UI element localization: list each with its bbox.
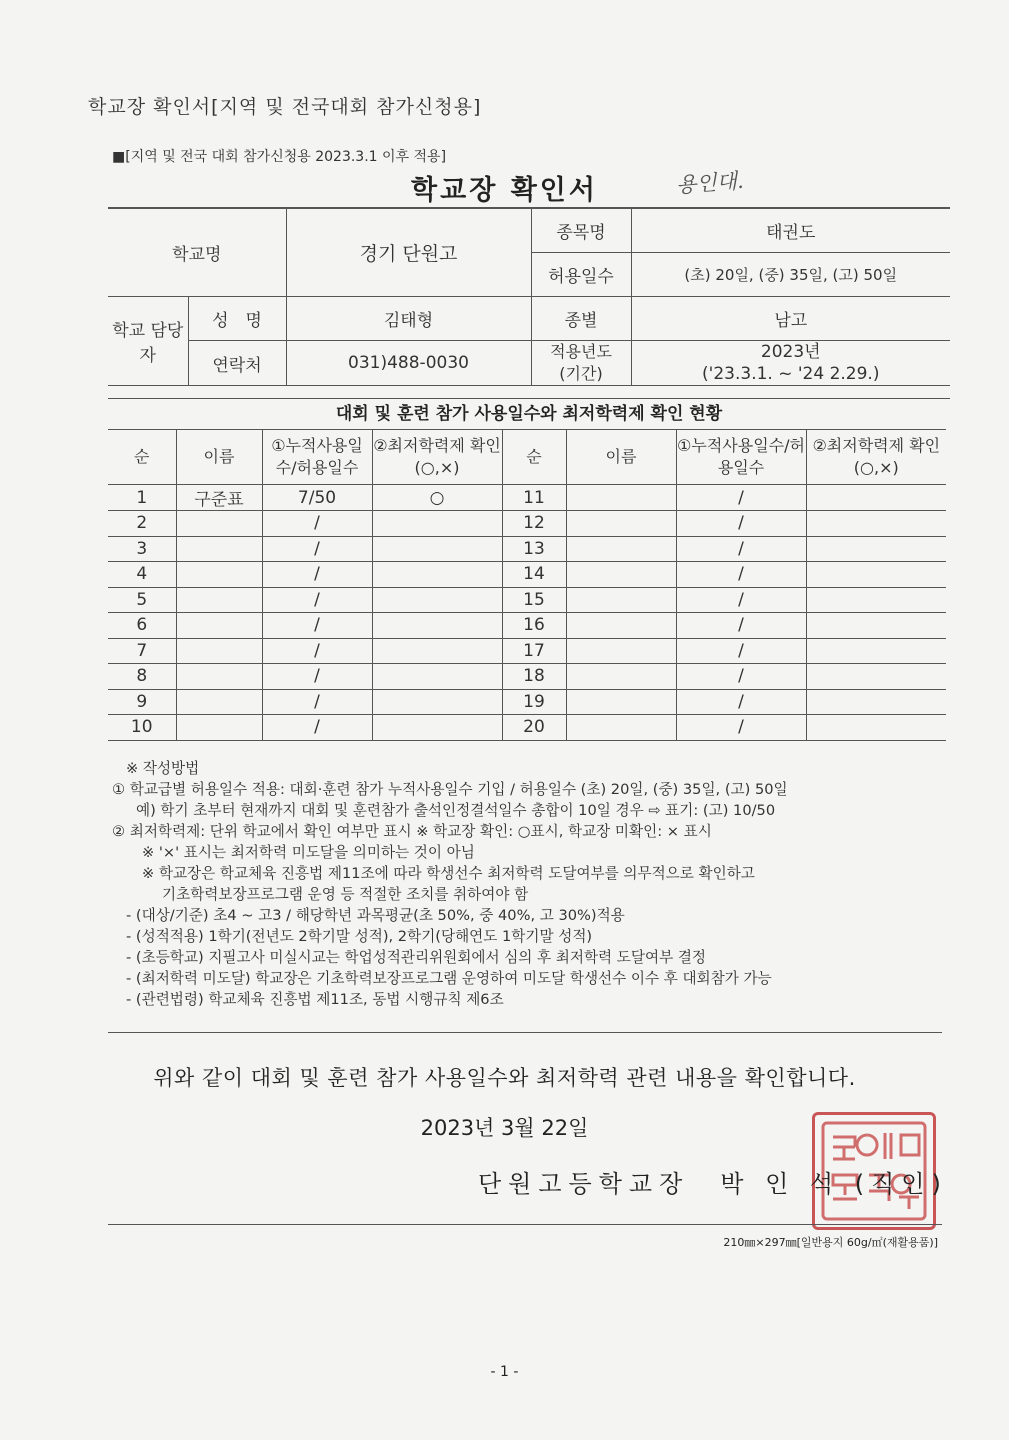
bottom-rule: [108, 1224, 942, 1225]
main-title: 학교장 확인서: [411, 175, 598, 206]
col-header-name: 이름: [176, 430, 262, 485]
usage-table: [108, 429, 946, 741]
col-header-days-right: ①누적사용일수/허용일수: [676, 430, 806, 485]
instruction-line: ① 학교급별 허용일수 적용: 대회·훈련 참가 누적사용일수 기입 / 허용일수 (초) 20일, (중) 35일, (고) 50일: [112, 781, 788, 798]
min-academic-check: [806, 562, 946, 588]
min-academic-check: [372, 638, 502, 664]
min-academic-check: [372, 689, 502, 715]
school-label: 학교명: [108, 209, 286, 297]
student-name: [176, 638, 262, 664]
min-academic-check: [806, 689, 946, 715]
year-period: ('23.3.1. ~ '24 2.29.): [702, 364, 880, 384]
row-number: 9: [108, 689, 176, 715]
min-academic-check: [806, 485, 946, 511]
confirmation-statement: 위와 같이 대회 및 훈련 참가 사용일수와 최저학력 관련 내용을 확인합니다.: [153, 1066, 856, 1090]
student-name: [566, 613, 676, 639]
category-value: 남고: [631, 297, 950, 341]
row-number: 12: [502, 511, 566, 537]
category-label: 종별: [531, 297, 631, 341]
usage-days: /: [262, 689, 372, 715]
usage-days: /: [676, 638, 806, 664]
row-number: 20: [502, 715, 566, 741]
table-row: [108, 587, 946, 613]
row-number: 17: [502, 638, 566, 664]
instruction-line: - (최저학력 미도달) 학교장은 기초학력보장프로그램 운영하여 미도달 학생선수 이수 후 대회참가 가능: [126, 970, 772, 987]
document-header-title: 학교장 확인서[지역 및 전국대회 참가신청용]: [88, 96, 482, 118]
student-name: [566, 511, 676, 537]
year-label: 적용년도 (기간): [531, 341, 631, 386]
usage-days: /: [676, 511, 806, 537]
min-academic-check: [372, 613, 502, 639]
row-number: 8: [108, 664, 176, 690]
page-number: - 1 -: [490, 1364, 519, 1380]
sport-value: 태권도: [631, 209, 950, 253]
table-row: [108, 613, 946, 639]
instruction-line: ② 최저학력제: 단위 학교에서 확인 여부만 표시 ※ 학교장 확인: ○표시, 학교장 미확인: × 표시: [112, 823, 712, 840]
min-academic-check: [372, 511, 502, 537]
instruction-line: - (성적적용) 1학기(전년도 2학기말 성적), 2학기(당해연도 1학기말 성적): [126, 928, 593, 945]
contact-value: 031)488-0030: [286, 341, 531, 386]
student-name: [176, 511, 262, 537]
student-name: [566, 485, 676, 511]
sport-label: 종목명: [531, 209, 631, 253]
col-header-no-right: 순: [502, 430, 566, 485]
school-value: 경기 단원고: [286, 209, 531, 297]
issue-date: 2023년 3월 22일: [420, 1116, 589, 1140]
row-number: 5: [108, 587, 176, 613]
writing-instructions: [112, 758, 942, 1010]
row-number: 2: [108, 511, 176, 537]
usage-days: /: [676, 587, 806, 613]
col-header-days: ①누적사용일수/허용일수: [262, 430, 372, 485]
min-academic-check: [806, 536, 946, 562]
instruction-line: 예) 학기 초부터 현재까지 대회 및 훈련참가 출석인정결석일수 총합이 10일 경우 ⇨ 표기: (고) 10/50: [136, 802, 776, 819]
usage-days: /: [262, 536, 372, 562]
usage-days: /: [676, 485, 806, 511]
col-header-check-right: ②최저학력제 확인(○,×): [806, 430, 946, 485]
notes-rule: [108, 1032, 942, 1033]
student-name: [176, 613, 262, 639]
row-number: 7: [108, 638, 176, 664]
table-row: [108, 664, 946, 690]
student-name: [566, 664, 676, 690]
student-name: [566, 689, 676, 715]
min-academic-check: [372, 664, 502, 690]
section-heading: 대회 및 훈련 참가 사용일수와 최저학력제 확인 현황: [108, 398, 950, 427]
instruction-line: - (대상/기준) 초4 ~ 고3 / 해당학년 과목평균(초 50%, 중 40%, 고 30%)적용: [126, 907, 625, 924]
usage-days: /: [262, 587, 372, 613]
allowed-days-label: 허용일수: [531, 253, 631, 297]
row-number: 10: [108, 715, 176, 741]
row-number: 11: [502, 485, 566, 511]
handwritten-note: 용인대.: [675, 168, 745, 198]
row-number: 15: [502, 587, 566, 613]
row-number: 4: [108, 562, 176, 588]
usage-days: 7/50: [262, 485, 372, 511]
min-academic-check: [806, 613, 946, 639]
name-label: 성 명: [188, 297, 286, 341]
paper-spec-note: 210㎜×297㎜[일반용지 60g/㎡(재활용품)]: [723, 1236, 938, 1249]
info-table: [108, 208, 950, 386]
min-academic-check: [372, 562, 502, 588]
instruction-line: - (관련법령) 학교체육 진흥법 제11조, 동법 시행규칙 제6조: [126, 991, 504, 1008]
table-row: [108, 485, 946, 511]
student-name: [176, 664, 262, 690]
usage-days: /: [262, 511, 372, 537]
usage-days: /: [262, 638, 372, 664]
col-header-check: ②최저학력제 확인(○,×): [372, 430, 502, 485]
usage-days: /: [676, 689, 806, 715]
table-row: [108, 536, 946, 562]
student-name: [176, 587, 262, 613]
row-number: 14: [502, 562, 566, 588]
instruction-line: ※ 작성방법: [126, 760, 200, 777]
table-row: [108, 715, 946, 741]
student-name: [176, 536, 262, 562]
min-academic-check: [806, 715, 946, 741]
student-name: [566, 536, 676, 562]
student-name: [176, 715, 262, 741]
usage-days: /: [676, 562, 806, 588]
min-academic-check: ○: [372, 485, 502, 511]
usage-days: /: [676, 613, 806, 639]
row-number: 13: [502, 536, 566, 562]
row-number: 16: [502, 613, 566, 639]
row-number: 3: [108, 536, 176, 562]
row-number: 18: [502, 664, 566, 690]
instruction-line: ※ 학교장은 학교체육 진흥법 제11조에 따라 학생선수 최저학력 도달여부를 의무적으로 확인하고: [142, 865, 755, 882]
min-academic-check: [372, 536, 502, 562]
manager-label: 학교 담당자: [108, 297, 188, 386]
student-name: [176, 562, 262, 588]
row-number: 1: [108, 485, 176, 511]
usage-days: /: [676, 536, 806, 562]
usage-days: /: [262, 715, 372, 741]
year-value: 2023년: [760, 342, 821, 362]
student-name: [566, 638, 676, 664]
min-academic-check: [372, 715, 502, 741]
year-cell: [631, 341, 950, 386]
table-row: [108, 511, 946, 537]
usage-days: /: [262, 664, 372, 690]
student-name: [566, 587, 676, 613]
instruction-line: - (초등학교) 지필고사 미실시교는 학업성적관리위원회에서 심의 후 최저학력 도달여부 결정: [126, 949, 707, 966]
col-header-name-right: 이름: [566, 430, 676, 485]
student-name: 구준표: [176, 485, 262, 511]
min-academic-check: [806, 511, 946, 537]
student-name: [566, 715, 676, 741]
min-academic-check: [806, 587, 946, 613]
row-number: 6: [108, 613, 176, 639]
usage-days: /: [676, 664, 806, 690]
contact-label: 연락처: [188, 341, 286, 386]
student-name: [566, 562, 676, 588]
table-row: [108, 689, 946, 715]
col-header-no: 순: [108, 430, 176, 485]
row-number: 19: [502, 689, 566, 715]
usage-days: /: [262, 613, 372, 639]
name-value: 김태형: [286, 297, 531, 341]
table-row: [108, 638, 946, 664]
usage-days: /: [262, 562, 372, 588]
student-name: [176, 689, 262, 715]
instruction-line: 기초학력보장프로그램 운영 등 적절한 조치를 취하여야 함: [162, 886, 529, 903]
form-subtitle: ■[지역 및 전국 대회 참가신청용 2023.3.1 이후 적용]: [112, 149, 447, 165]
min-academic-check: [372, 587, 502, 613]
principal-signature: 단원고등학교장 박 인 석 (직인): [478, 1170, 948, 1198]
min-academic-check: [806, 664, 946, 690]
min-academic-check: [806, 638, 946, 664]
usage-days: /: [676, 715, 806, 741]
table-row: [108, 562, 946, 588]
instruction-line: ※ '×' 표시는 최저학력 미도달을 의미하는 것이 아님: [142, 844, 475, 861]
allowed-days-value: (초) 20일, (중) 35일, (고) 50일: [631, 253, 950, 297]
